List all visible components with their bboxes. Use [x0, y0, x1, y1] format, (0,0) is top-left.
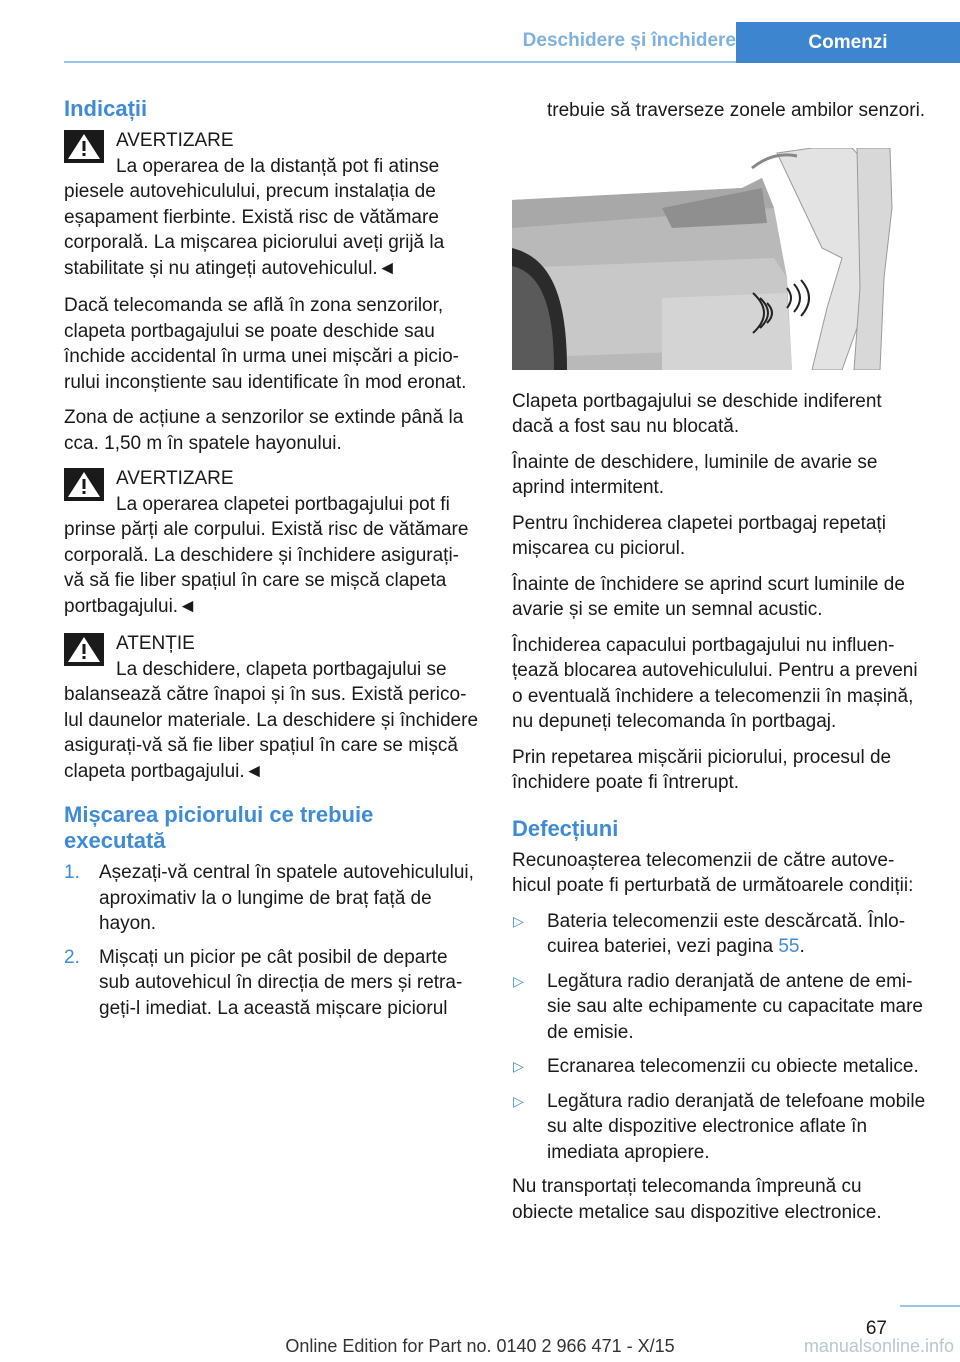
warning-triangle-icon [64, 633, 104, 666]
step-continuation: trebuie să traverseze zonele ambilor senzori. [547, 100, 926, 121]
paragraph: Dacă telecomanda se află în zona senzorilor, clapeta portbagajului se poate deschide sau închide accidental în urma unei mișcări a piciorului inconștiente sau identificate în mod eronat. [64, 295, 467, 393]
left-column [64, 96, 479, 1029]
caution-label: ATENȚIE [116, 633, 195, 654]
foot-gesture-illustration [512, 148, 926, 370]
warning-text-first: La operarea clapetei portbagajului pot fi [116, 493, 450, 515]
page-reference-link[interactable]: 55 [778, 936, 800, 957]
step-text: Așezați-vă central în spatele autovehiculului, aproximativ la o lungime de braț față de hayon. [99, 862, 474, 934]
bullet-text: Ecranarea telecomenzii cu obiecte metalice. [547, 1056, 919, 1077]
header-section-title: Deschidere și închidere [522, 30, 736, 51]
list-item [512, 969, 926, 1046]
section-heading-malfunctions: Defecțiuni [512, 815, 619, 841]
section-heading-indications: Indicații [64, 96, 148, 121]
warning-text: piesele autovehiculului, precum instalația de eșapament fierbinte. Există risc de vătămare corporală. La mișcarea piciorului aveți grijă la stabilitate și nu atingeți autovehiculul.◄ [64, 181, 445, 279]
warning-block [64, 466, 479, 619]
warning-triangle-icon [64, 468, 104, 501]
bullet-text: Bateria telecomenzii este descărcată. Înlocuirea bateriei, vezi pagina [547, 910, 906, 957]
list-item [512, 909, 926, 960]
footer-edition: Online Edition for Part no. 0140 2 966 471 - X/15 [285, 1336, 675, 1356]
caution-block [64, 631, 479, 784]
steps-list [64, 860, 479, 1021]
watermark: manualsonline.info [803, 1336, 954, 1356]
paragraph: Înainte de deschidere, luminile de avarie se aprind intermitent. [512, 451, 878, 498]
step-number: 2. [64, 946, 80, 968]
bullet-triangle-icon: ▷ [513, 912, 524, 929]
warning-text-first: La operarea de la distanță pot fi atinse [116, 155, 440, 177]
list-item [512, 1089, 926, 1166]
caution-text-first: La deschidere, clapeta portbagajului se [116, 658, 447, 680]
list-item [64, 860, 479, 937]
paragraph: Prin repetarea mișcării piciorului, procesul de închidere poate fi întrerupt. [512, 746, 892, 793]
bullet-triangle-icon: ▷ [513, 1058, 524, 1074]
step-number: 1. [64, 862, 80, 883]
header-chapter-tab: Comenzi [736, 22, 960, 63]
paragraph: Închiderea capacului portbagajului nu influențează blocarea autovehiculului. Pentru a preveni o eventuală închidere a telecomenzii în mașină, nu depuneți telecomanda în portbagaj. [512, 634, 918, 732]
paragraph: Clapeta portbagajului se deschide indiferent dacă a fost sau nu blocată. [512, 390, 882, 437]
bullet-text: Legătura radio deranjată de telefoane mobile su alte dispozitive electronice aflate în imediata apropiere. [547, 1090, 926, 1163]
step-text: Mișcați un picior pe cât posibil de departe sub autovehicul în direcția de mers și retrageți-l imediat. La această mișcare piciorul [99, 946, 463, 1019]
bullet-text-end: . [799, 936, 805, 957]
paragraph: Pentru închiderea clapetei portbagaj repetați mișcarea cu piciorul. [512, 512, 886, 559]
list-item [512, 1054, 926, 1080]
warning-label: AVERTIZARE [116, 468, 234, 489]
warning-triangle-icon [64, 130, 104, 163]
footer-rule [900, 1305, 960, 1307]
malfunction-list [512, 909, 926, 1166]
paragraph: Zona de acțiune a senzorilor se extinde până la cca. 1,50 m în spatele hayonului. [64, 407, 464, 454]
warning-block [64, 128, 479, 281]
bullet-triangle-icon: ▷ [513, 972, 524, 989]
paragraph: Nu transportați telecomanda împreună cu obiecte metalice sau dispozitive electronice. [512, 1176, 882, 1223]
bullet-triangle-icon: ▷ [513, 1092, 524, 1109]
section-heading-foot-movement: Mișcarea piciorului ce trebuie executată [64, 802, 374, 853]
warning-label: AVERTIZARE [116, 130, 234, 151]
warning-text: prinse părți ale corpului. Există risc de vătămare corporală. La deschidere și închidere asigurați-vă să fie liber spațiul în care se mișcă clapeta portbagajului.◄ [64, 519, 469, 617]
paragraph: Înainte de închidere se aprind scurt luminile de avarie și se emite un semnal acustic. [512, 573, 905, 620]
page-number: 67 [865, 1318, 887, 1339]
list-item [64, 945, 479, 1022]
right-column [512, 98, 926, 1235]
paragraph: Recunoașterea telecomenzii de către autovehicul poate fi perturbată de următoarele condiții: [512, 849, 914, 896]
caution-text: balansează către înapoi și în sus. Există pericolul daunelor materiale. La deschidere și închidere asigurați-vă să fie liber spațiul în care se mișcă clapeta portbagajului.◄ [64, 684, 479, 782]
bullet-text: Legătura radio deranjată de antene de emisie sau alte echipamente cu capacitate mare de emisie. [547, 970, 923, 1043]
